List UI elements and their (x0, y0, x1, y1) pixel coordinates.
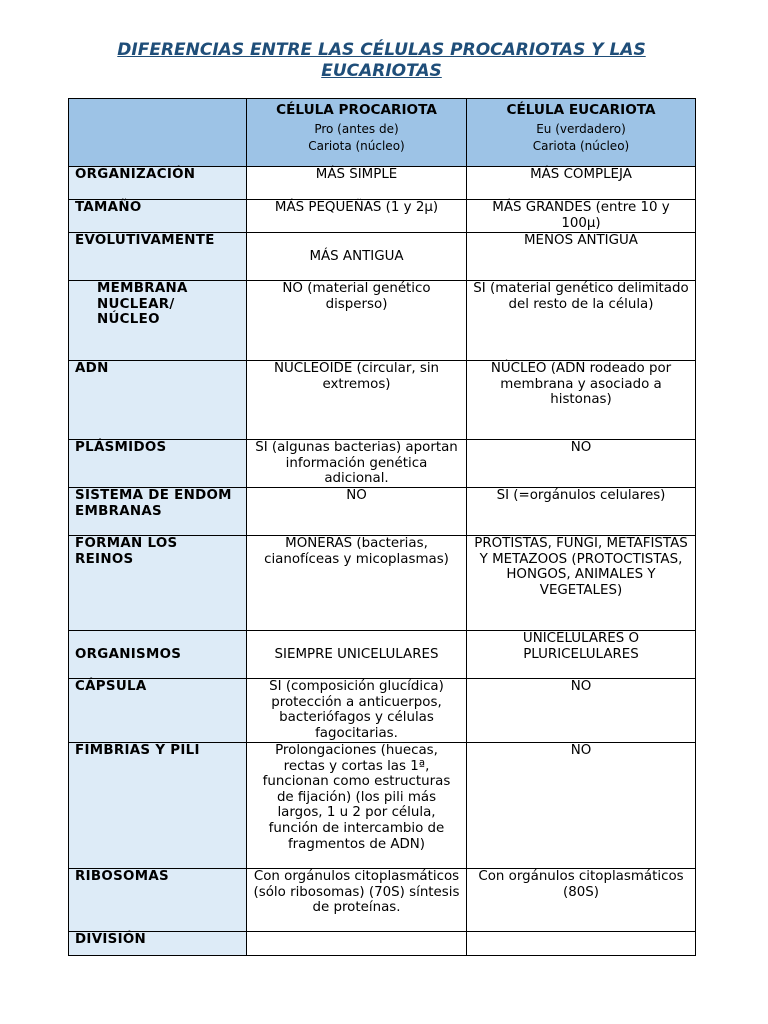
row-label: ORGANIZACIÓN (69, 167, 247, 200)
procariota-cell: SIEMPRE UNICELULARES (247, 631, 467, 679)
header-procariota-sub2: Cariota (núcleo) (308, 138, 405, 153)
header-procariota-title: CÉLULA PROCARIOTA (276, 102, 437, 118)
row-label: FORMAN LOS REINOS (69, 536, 247, 631)
row-label: CÁPSULA (69, 679, 247, 743)
eucariota-cell: SI (=orgánulos celulares) (467, 488, 696, 536)
row-label: TAMAÑO (69, 200, 247, 233)
eucariota-cell: NO (467, 679, 696, 743)
procariota-cell: NO (material genético disperso) (247, 281, 467, 361)
header-procariota-sub1: Pro (antes de) (314, 121, 399, 136)
table-row (69, 536, 696, 631)
table-header-row (69, 99, 696, 167)
table-row (69, 361, 696, 440)
procariota-cell: Con orgánulos citoplasmáticos (sólo ribosomas) (70S) síntesis de proteínas. (247, 869, 467, 932)
procariota-cell (247, 932, 467, 956)
row-label: ORGANISMOS (69, 631, 247, 679)
procariota-cell: NUCLEOIDE (circular, sin extremos) (247, 361, 467, 440)
table-row (69, 679, 696, 743)
row-label: PLÁSMIDOS (69, 440, 247, 488)
table-row (69, 869, 696, 932)
table-row (69, 200, 696, 233)
eucariota-cell: MÁS COMPLEJA (467, 167, 696, 200)
eucariota-cell: NO (467, 440, 696, 488)
title-line-2: EUCARIOTAS (321, 61, 442, 81)
table-row (69, 167, 696, 200)
comparison-table (68, 98, 696, 956)
title-line-1: DIFERENCIAS ENTRE LAS CÉLULAS PROCARIOTAS Y LAS (117, 40, 646, 60)
procariota-cell: MÁS SIMPLE (247, 167, 467, 200)
eucariota-cell: NÚCLEO (ADN rodeado por membrana y asociado a histonas) (467, 361, 696, 440)
eucariota-cell: PROTISTAS, FUNGI, METAFISTAS Y METAZOOS (PROTOCTISTAS, HONGOS, ANIMALES Y VEGETALES) (467, 536, 696, 631)
eucariota-cell (467, 932, 696, 956)
procariota-cell: Prolongaciones (huecas, rectas y cortas las 1ª, funcionan como estructuras de fijación) (los pili más largos, 1 u 2 por célula, función de intercambio de fragmentos de ADN) (247, 743, 467, 869)
table-row (69, 631, 696, 679)
table-row (69, 932, 696, 956)
eucariota-cell: NO (467, 743, 696, 869)
procariota-cell: SI (algunas bacterias) aportan información genética adicional. (247, 440, 467, 488)
row-label: SISTEMA DE ENDOMEMBRANAS (69, 488, 247, 536)
header-empty-cell (69, 99, 247, 167)
table-row (69, 488, 696, 536)
header-procariota (247, 99, 467, 167)
eucariota-cell: SI (material genético delimitado del resto de la célula) (467, 281, 696, 361)
row-label: EVOLUTIVAMENTE (69, 233, 247, 281)
table-row (69, 281, 696, 361)
eucariota-cell: MENOS ANTIGUA (467, 233, 696, 281)
table-row (69, 440, 696, 488)
procariota-cell: NO (247, 488, 467, 536)
table-row (69, 743, 696, 869)
eucariota-cell: Con orgánulos citoplasmáticos (80S) (467, 869, 696, 932)
eucariota-cell: MÁS GRANDES (entre 10 y 100µ) (467, 200, 696, 233)
row-label: RIBOSOMAS (69, 869, 247, 932)
procariota-cell: SI (composición glucídica) protección a anticuerpos, bacteriófagos y células fagocitarias. (247, 679, 467, 743)
eucariota-cell: UNICELULARES O PLURICELULARES (467, 631, 696, 679)
row-label: MEMBRANA NUCLEAR/ NÚCLEO (69, 281, 247, 361)
header-eucariota-sub2: Cariota (núcleo) (532, 138, 630, 153)
header-eucariota-sub1: Eu (verdadero) (536, 121, 626, 136)
header-eucariota (467, 99, 696, 167)
row-label: FIMBRIAS Y PILI (69, 743, 247, 869)
header-eucariota-title: CÉLULA EUCARIOTA (506, 102, 656, 118)
row-label: ADN (69, 361, 247, 440)
table-row (69, 233, 696, 281)
row-label: DIVISIÓN (69, 932, 247, 956)
procariota-cell: MÁS PEQUEÑAS (1 y 2µ) (247, 200, 467, 233)
procariota-cell: MONERAS (bacterias, cianofíceas y micoplasmas) (247, 536, 467, 631)
procariota-cell: MÁS ANTIGUA (247, 233, 467, 281)
document-title (68, 40, 695, 82)
